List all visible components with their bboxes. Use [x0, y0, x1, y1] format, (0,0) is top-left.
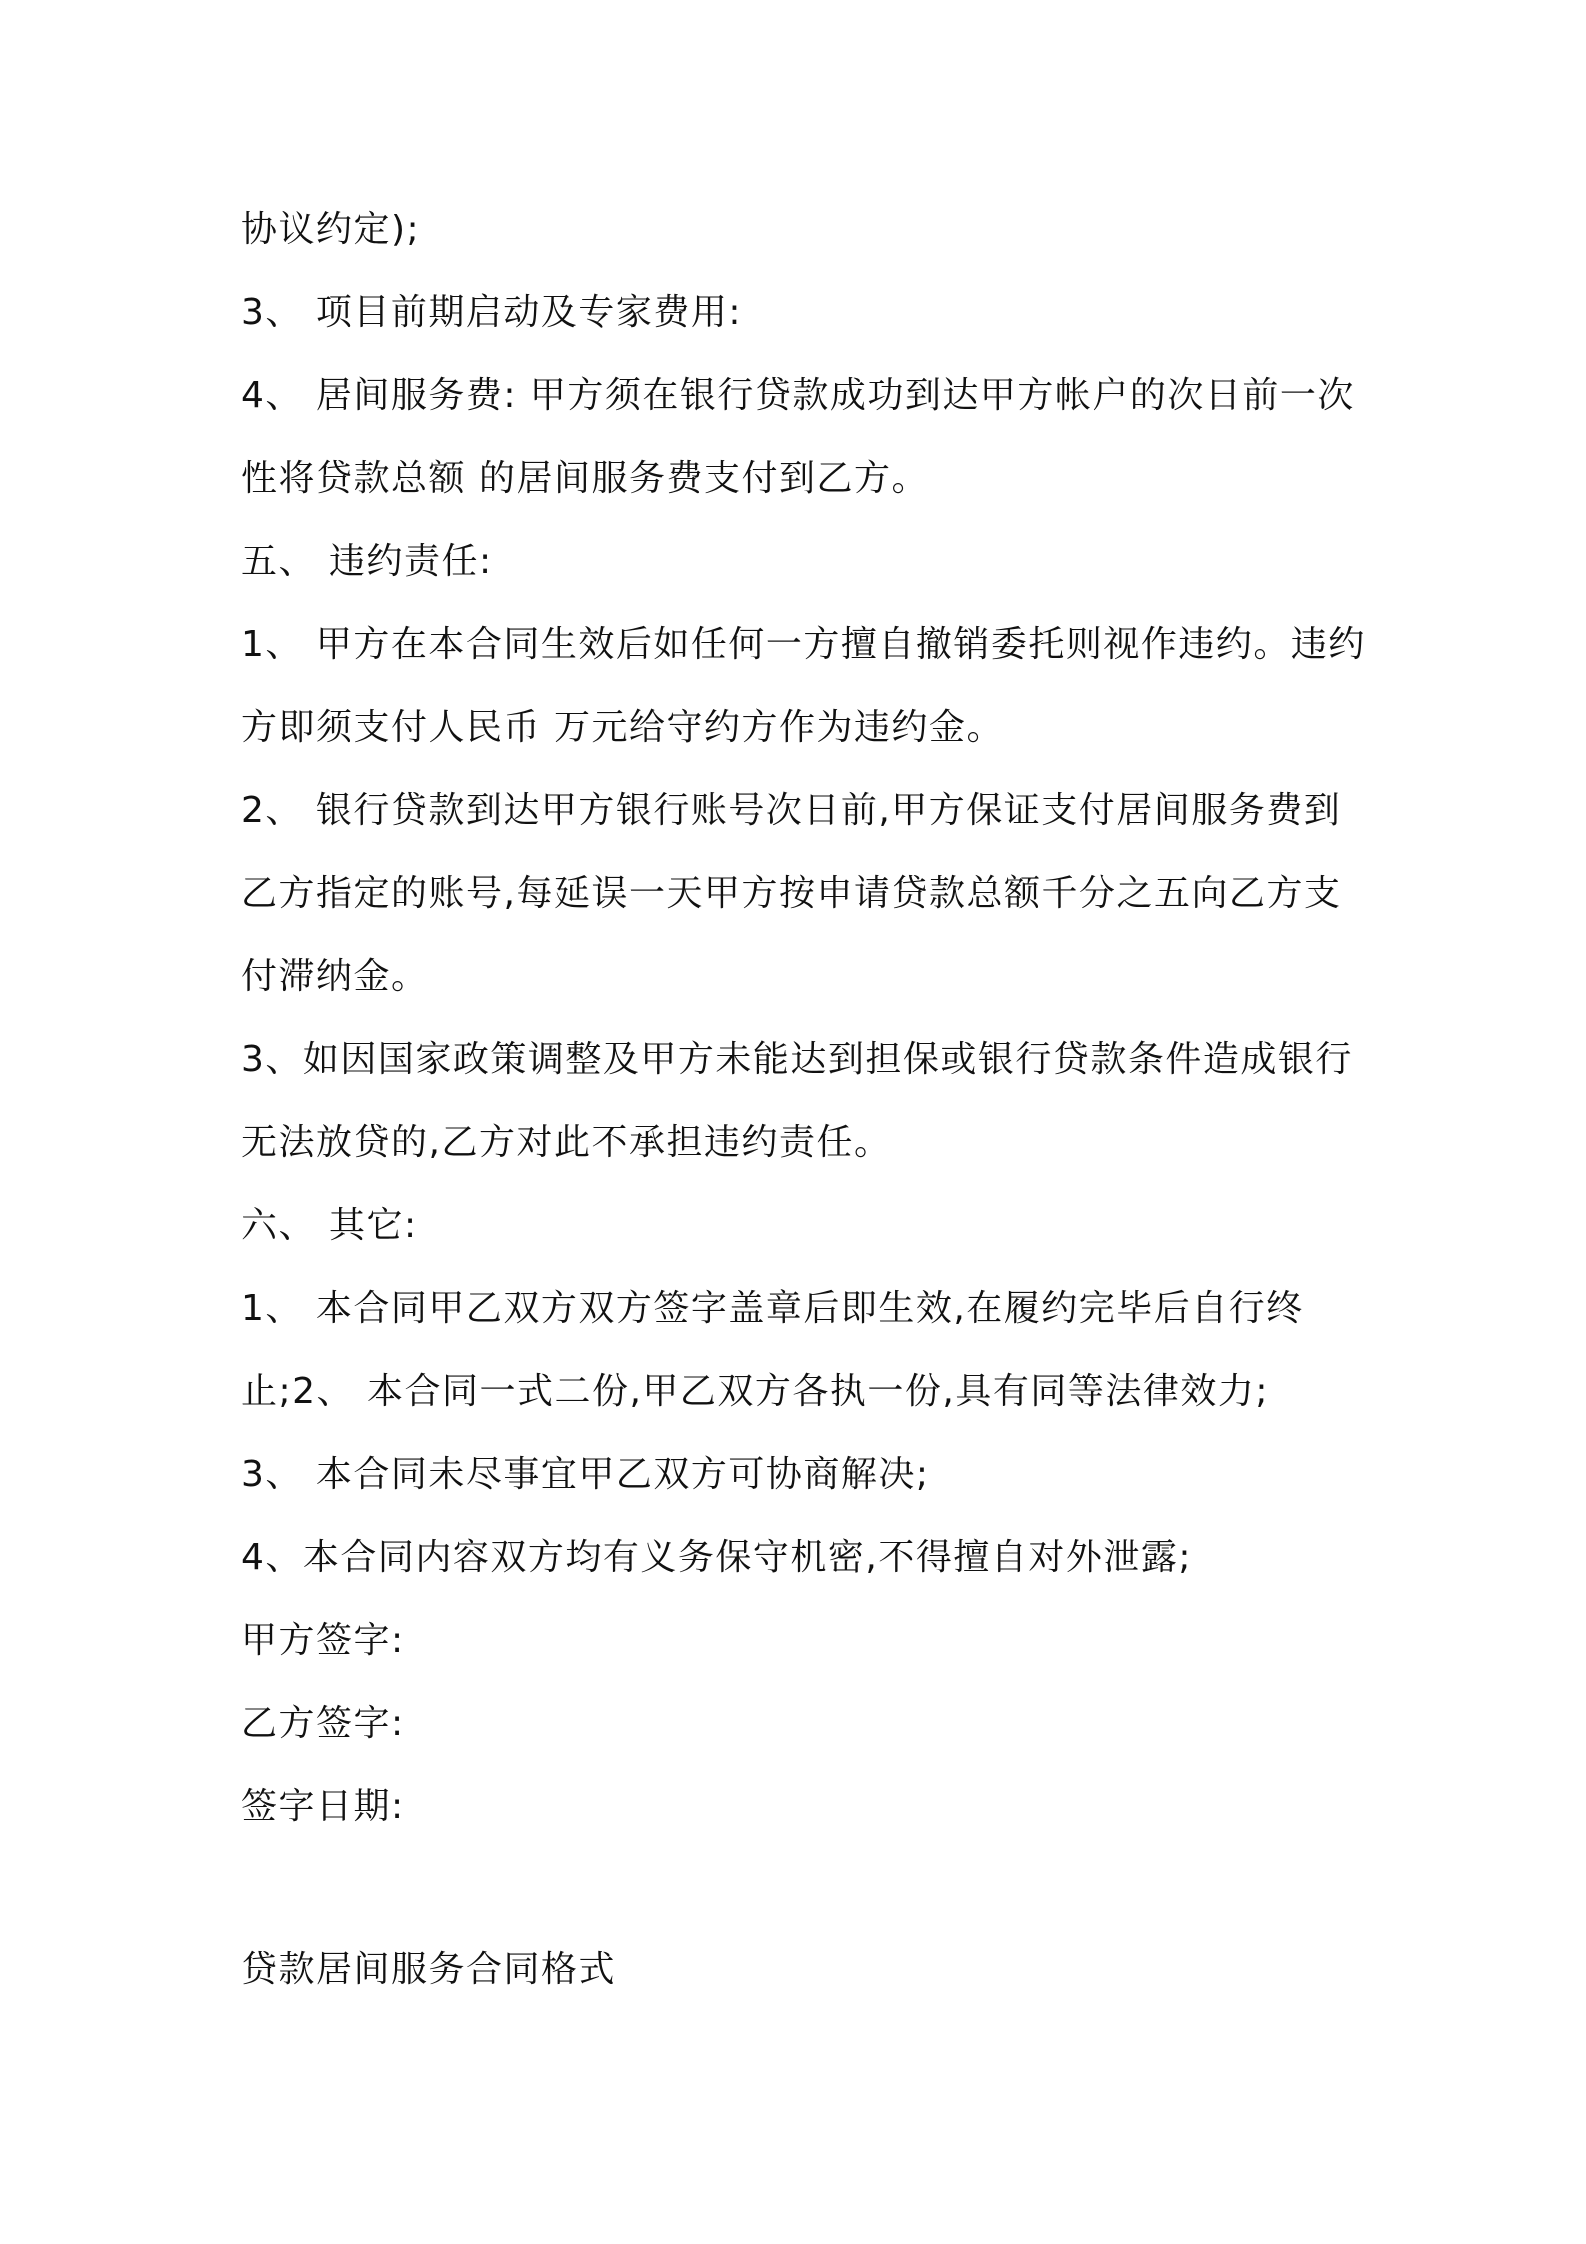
document-title-footer: 贷款居间服务合同格式: [241, 1949, 617, 1990]
section-heading: 五、 违约责任:: [241, 541, 493, 582]
text-line: 3、如因国家政策调整及甲方未能达到担保或银行贷款条件造成银行: [241, 1039, 1353, 1080]
signature-date-label: 签字日期:: [241, 1786, 405, 1827]
text-line: 付滞纳金。: [241, 956, 429, 997]
text-line: 3、 本合同未尽事宜甲乙双方可协商解决;: [241, 1454, 930, 1495]
text-line: 协议约定);: [241, 209, 421, 250]
text-line: 性将贷款总额 的居间服务费支付到乙方。: [241, 458, 929, 499]
text-line: 乙方指定的账号,每延误一天甲方按申请贷款总额千分之五向乙方支: [241, 873, 1342, 914]
text-line: 1、 甲方在本合同生效后如任何一方擅自撤销委托则视作违约。违约: [241, 624, 1366, 665]
text-line: 止;2、 本合同一式二份,甲乙双方各执一份,具有同等法律效力;: [241, 1371, 1269, 1412]
text-line: 无法放贷的,乙方对此不承担违约责任。: [241, 1122, 892, 1163]
text-line: 1、 本合同甲乙双方双方签字盖章后即生效,在履约完毕后自行终: [241, 1288, 1304, 1329]
party-b-signature-label: 乙方签字:: [241, 1703, 405, 1744]
text-line: 方即须支付人民币 万元给守约方作为违约金。: [241, 707, 1004, 748]
party-a-signature-label: 甲方签字:: [241, 1620, 405, 1661]
text-line: 4、本合同内容双方均有义务保守机密,不得擅自对外泄露;: [241, 1537, 1192, 1578]
text-line: 3、 项目前期启动及专家费用:: [241, 292, 742, 333]
text-line: 2、 银行贷款到达甲方银行账号次日前,甲方保证支付居间服务费到: [241, 790, 1342, 831]
section-heading: 六、 其它:: [241, 1205, 418, 1246]
text-line: 4、 居间服务费: 甲方须在银行贷款成功到达甲方帐户的次日前一次: [241, 375, 1355, 416]
